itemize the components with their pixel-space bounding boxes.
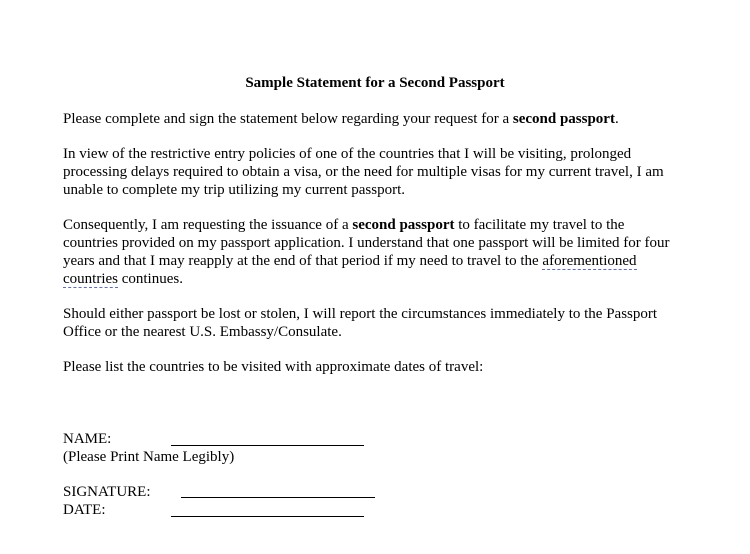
spellcheck-flagged-text[interactable]: aforementioned countries [63, 253, 637, 287]
date-blank-line[interactable] [171, 516, 364, 517]
instruction-emphasis: second passport [512, 111, 615, 127]
request-text-end: continues. [117, 271, 183, 287]
signature-label: SIGNATURE: [63, 484, 151, 500]
request-emphasis: second passport [352, 217, 455, 233]
document-title: Sample Statement for a Second Passport [245, 75, 505, 91]
reason-paragraph: In view of the restrictive entry policies of one of the countries that I will be visiting, prolonged processing delays required to obtain a visa, or the need for multiple visas for my current travel, I am unable to complete my trip utilizing my current passport. [63, 146, 664, 198]
request-text-start: Consequently, I am requesting the issuance of a [63, 217, 353, 233]
instruction-end: . [614, 111, 619, 127]
request-paragraph [63, 216, 673, 288]
date-label: DATE: [63, 502, 106, 518]
instruction-text: Please complete and sign the statement below regarding your request for a [63, 111, 513, 127]
name-note: (Please Print Name Legibly) [63, 449, 235, 465]
name-blank-line[interactable] [171, 445, 364, 446]
name-label: NAME: [63, 431, 112, 447]
instruction-paragraph [63, 110, 673, 128]
signature-blank-line[interactable] [181, 497, 375, 498]
countries-list-prompt: Please list the countries to be visited with approximate dates of travel: [63, 359, 484, 375]
lost-stolen-paragraph: Should either passport be lost or stolen, I will report the circumstances immediately to the Passport Office or the nearest U.S. Embassy/Consulate. [63, 306, 658, 340]
request-text-middle: to facilitate my travel to the countries provided on my passport application. I understand that one passport will be limited for four years and that I may reapply at the end of that period if my need to travel to the [63, 217, 670, 269]
